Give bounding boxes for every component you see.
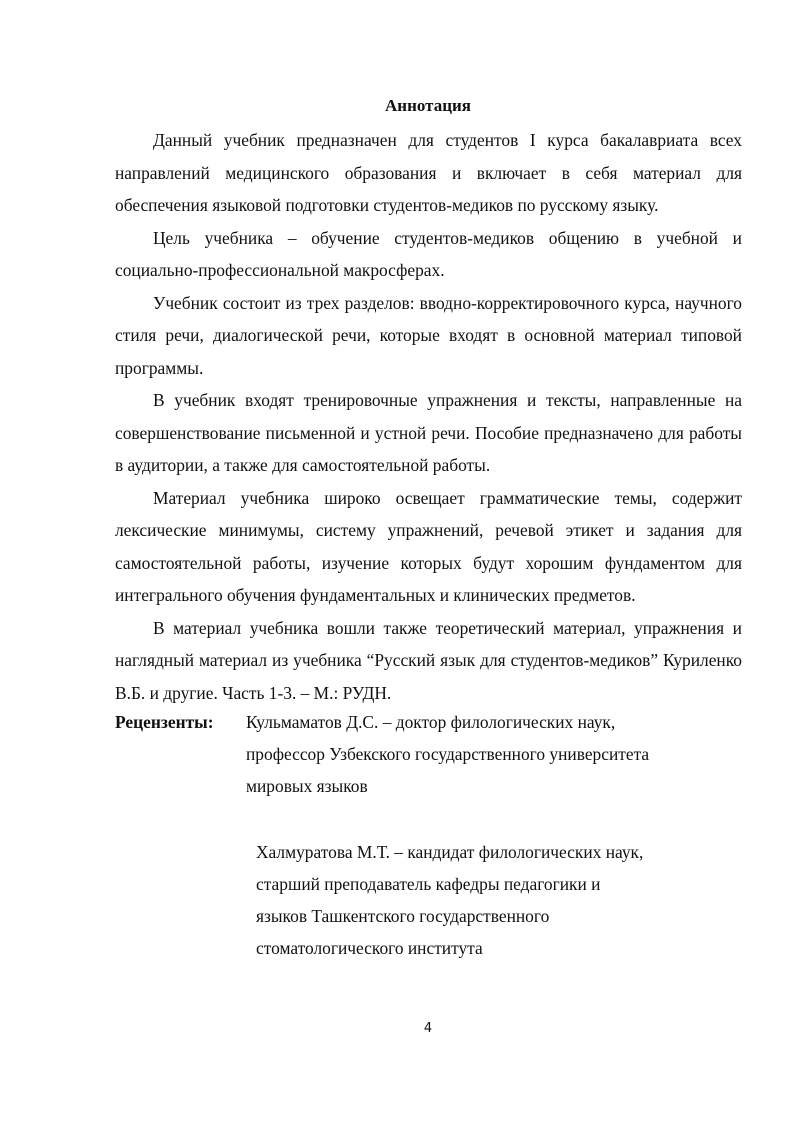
paragraph: Данный учебник предназначен для студентов I курса бакалавриата всех направлений медицинского образования и включает в себя материал для обеспечения языковой подготовки студентов-медиков по русскому языку. (115, 130, 742, 215)
reviewer-2-line: языков Ташкентского государственного (256, 906, 550, 926)
page-number: 4 (423, 1021, 433, 1036)
annotation-title: Аннотация (385, 96, 471, 115)
reviewer-1-line: мировых языков (246, 776, 368, 796)
annotation-body (115, 124, 742, 709)
reviewers-label: Рецензенты: (115, 712, 214, 732)
reviewer-1-line: профессор Узбекского государственного университета (246, 744, 650, 764)
reviewer-2-line: Халмуратова М.Т. – кандидат филологических наук, (256, 842, 644, 862)
paragraph: Материал учебника широко освещает грамматические темы, содержит лексические минимумы, систему упражнений, речевой этикет и задания для самостоятельной работы, изучение которых будут хорошим фундаментом для интегрального обучения фундаментальных и клинических предметов. (115, 487, 742, 605)
paragraph: Цель учебника – обучение студентов-медиков общению в учебной и социально-профессиональной макросферах. (115, 227, 742, 280)
reviewer-2 (256, 836, 756, 964)
paragraph: В материал учебника вошли также теоретический материал, упражнения и наглядный материал из учебника “Русский язык для студентов-медиков” Куриленко В.Б. и другие. Часть 1-3. – М.: РУДН. (115, 617, 742, 703)
paragraph: Учебник состоит из трех разделов: вводно-корректировочного курса, научного стиля речи, диалогической речи, которые входят в основной материал типовой программы. (115, 292, 742, 378)
paragraph: В учебник входят тренировочные упражнения и тексты, направленные на совершенствование письменной и устной речи. Пособие предназначено для работы в аудитории, а также для самостоятельной работы. (115, 390, 742, 475)
reviewer-2-line: старший преподаватель кафедры педагогики и (256, 874, 601, 894)
reviewer-1-line: Кульмаматов Д.С. – доктор филологических наук, (246, 712, 616, 732)
reviewer-1 (246, 706, 746, 802)
reviewer-2-line: стоматологического института (256, 938, 483, 958)
